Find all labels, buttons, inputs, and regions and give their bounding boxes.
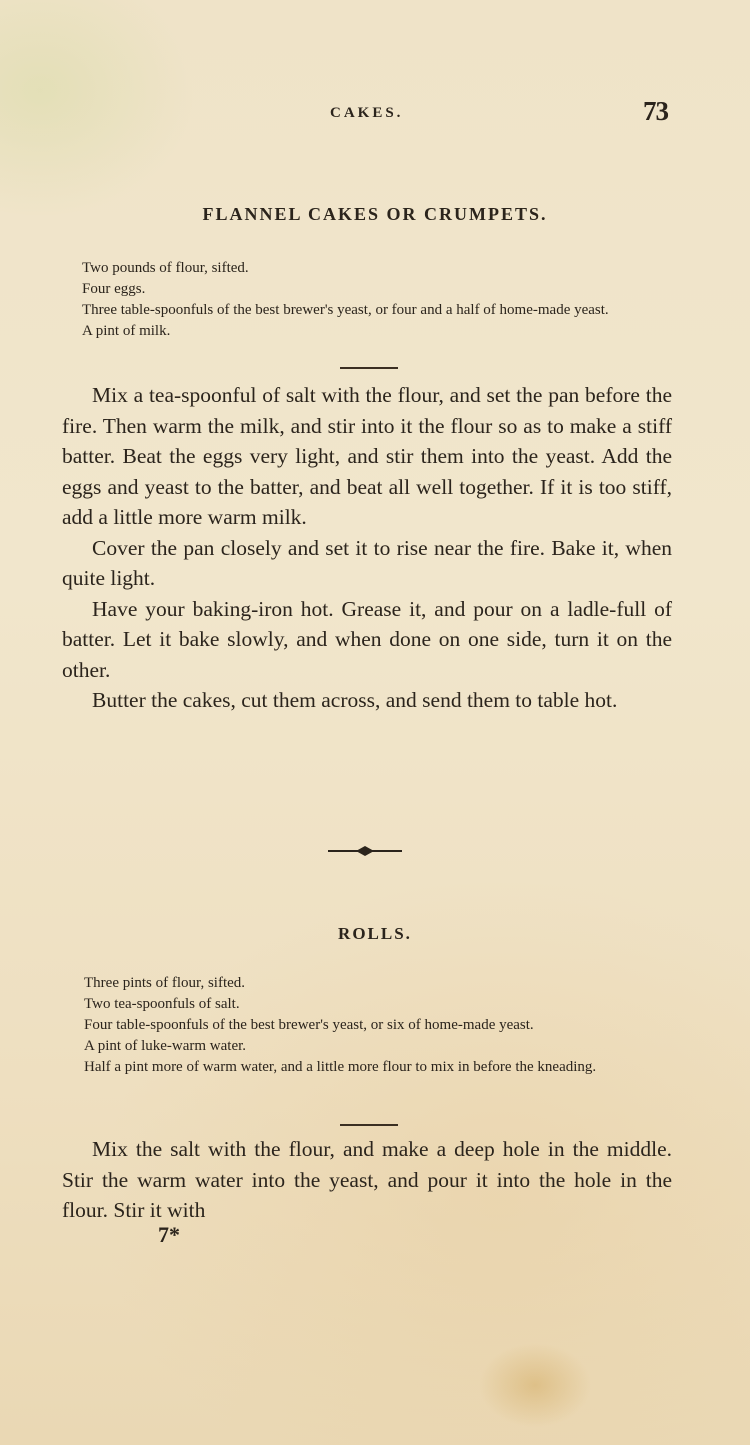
signature-mark: 7* [158,1222,180,1247]
ingredient-item: Two pounds of flour, sifted. [82,260,249,276]
section-divider-rule [340,367,398,369]
ingredient-item: Two tea-spoonfuls of salt. [84,996,240,1012]
instruction-paragraph: Mix a tea-spoonful of salt with the flour, and set the pan before the fire. Then warm the milk, and stir into it the flour so as to make a stiff batter. Beat the eggs very light, and stir them into the yeast. Add the eggs and yeast to the batter, and beat all well together. If it is too stiff, add a little more warm milk. [62,383,672,529]
ingredient-item: A pint of milk. [82,323,171,339]
page-number: 73 [643,96,668,126]
instruction-paragraph: Have your baking-iron hot. Grease it, and pour on a ladle-full of batter. Let it bake slowly, and when done on one side, turn it on the other. [62,596,672,682]
ornament-divider-icon [326,840,404,867]
ingredient-item: Three pints of flour, sifted. [84,975,246,991]
ingredient-item: A pint of luke-warm water. [84,1038,247,1054]
ingredient-list [84,973,684,1078]
recipe-instructions [62,1134,672,1226]
instruction-paragraph: Butter the cakes, cut them across, and send them to table hot. [92,688,618,712]
ingredient-list [82,258,682,342]
ingredient-item: Three table-spoonfuls of the best brewer's yeast, or four and a half of home-made yeast. [82,302,609,318]
page-header [0,96,750,130]
recipe-title-flannel-cakes: FLANNEL CAKES OR CRUMPETS. [202,204,548,224]
recipe-title-rolls: ROLLS. [338,924,412,943]
instruction-paragraph: Cover the pan closely and set it to rise near the fire. Bake it, when quite light. [62,535,672,590]
ingredient-item: Four eggs. [82,281,146,297]
section-divider-rule [340,1124,398,1126]
running-head: CAKES. [330,105,404,121]
recipe-instructions [62,380,672,716]
ingredient-item: Half a pint more of warm water, and a little more flour to mix in before the kneading. [84,1059,597,1075]
instruction-paragraph: Mix the salt with the flour, and make a deep hole in the middle. Stir the warm water into the yeast, and pour it into the hole in the flour. Stir it with [62,1137,672,1222]
ingredient-item: Four table-spoonfuls of the best brewer's yeast, or six of home-made yeast. [84,1017,534,1033]
